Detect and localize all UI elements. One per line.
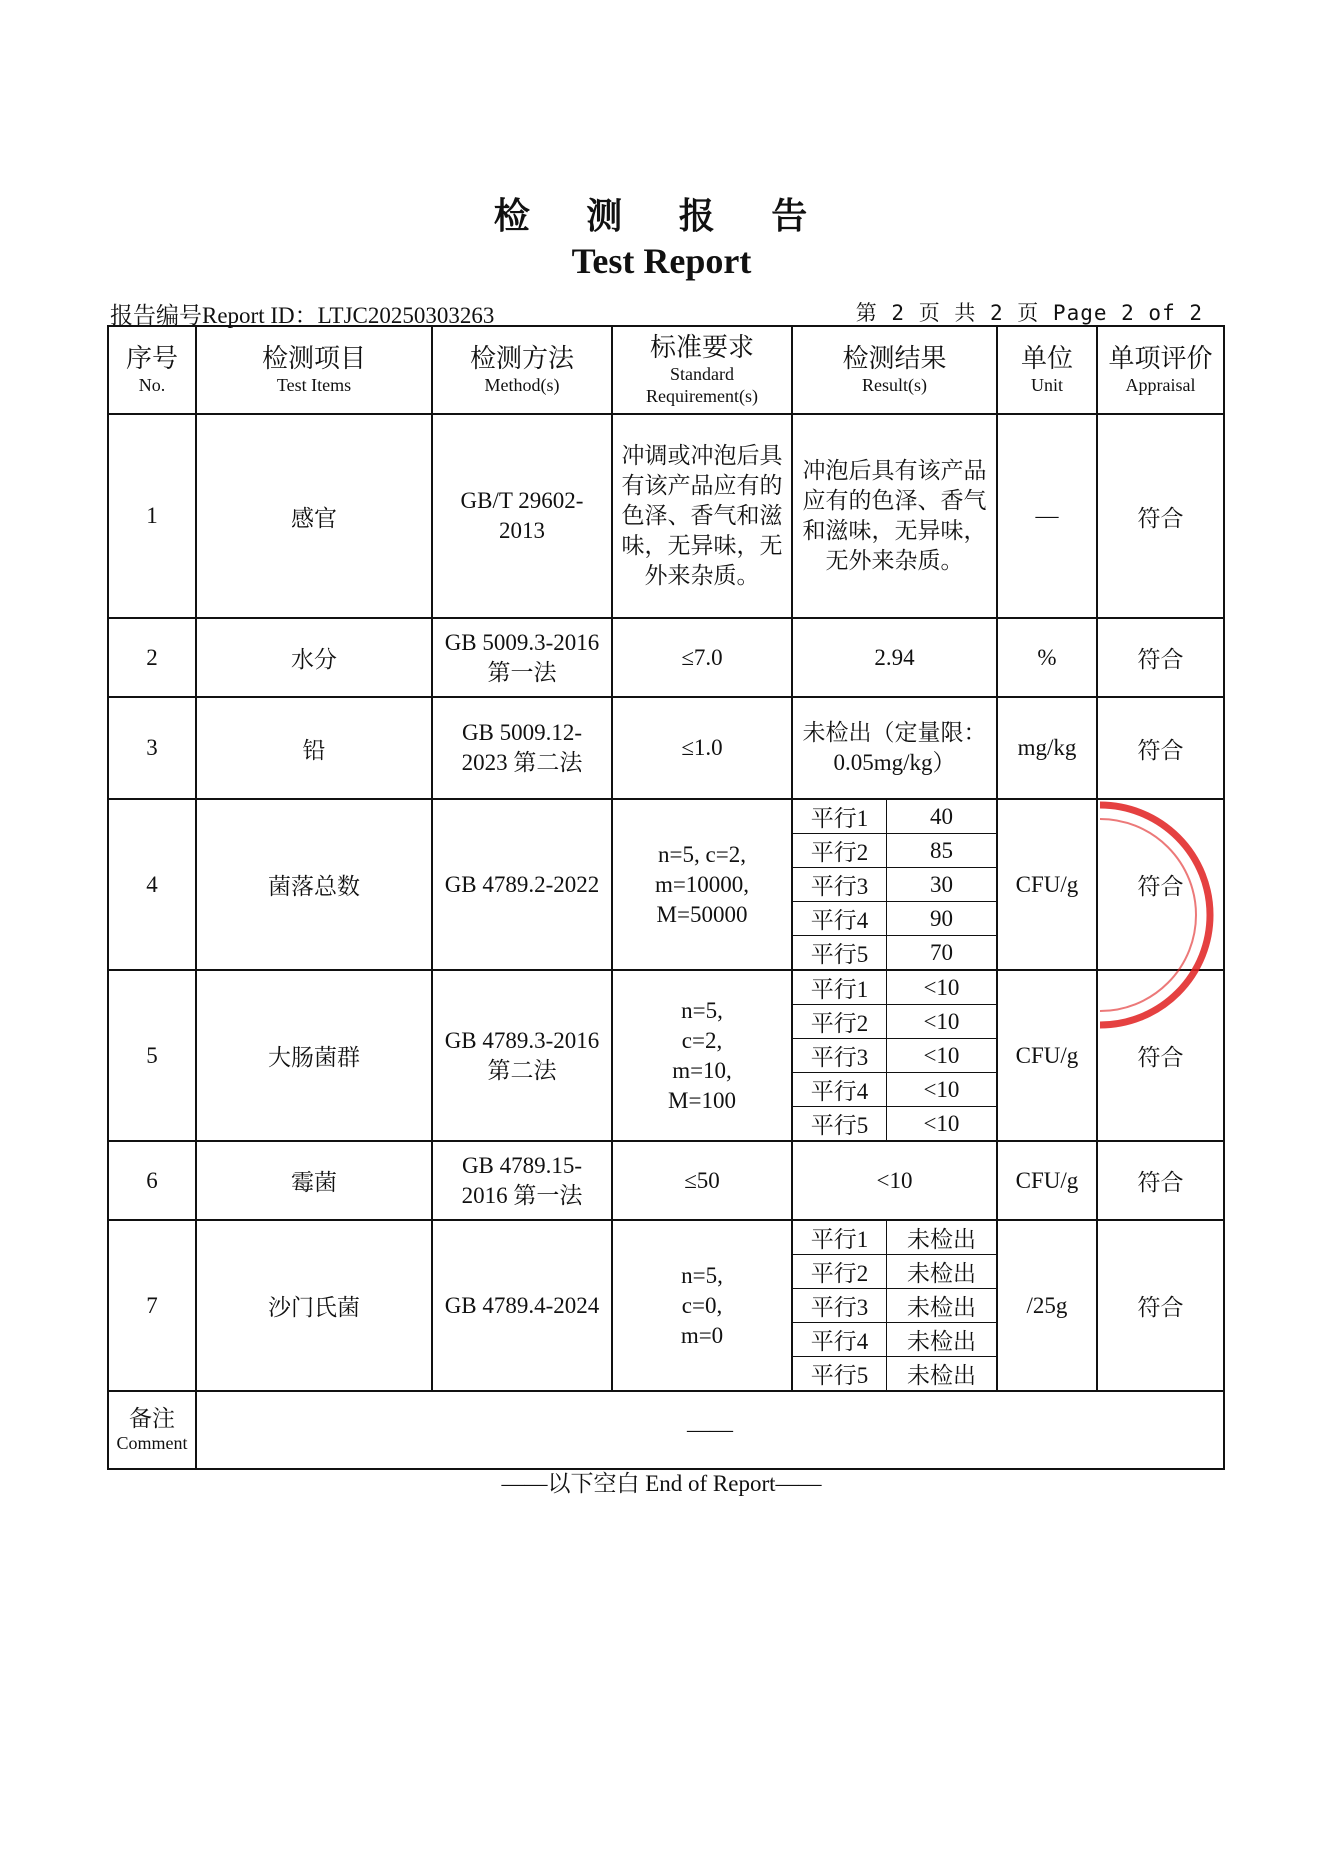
table-row: 2 水分 GB 5009.3-2016 第一法 ≤7.0 2.94 % 符合 bbox=[108, 618, 1224, 697]
col-appraisal: 单项评价 Appraisal bbox=[1097, 326, 1224, 414]
col-results: 检测结果 Result(s) bbox=[792, 326, 997, 414]
comment-row bbox=[108, 1391, 1224, 1469]
col-test-items: 检测项目 Test Items bbox=[196, 326, 432, 414]
comment-value: —— bbox=[196, 1391, 1224, 1469]
end-of-report: ——以下空白 End of Report—— bbox=[501, 1471, 822, 1496]
header-row bbox=[108, 326, 1224, 414]
col-unit: 单位 Unit bbox=[997, 326, 1097, 414]
page-info: 第 2 页 共 2 页 Page 2 of 2 bbox=[855, 301, 1203, 325]
table-row: 6 霉菌 GB 4789.15-2016 第一法 ≤50 <10 CFU/g 符合 bbox=[108, 1141, 1224, 1220]
table-row: 7 沙门氏菌 GB 4789.4-2024 n=5, c=0, m=0 平行1 未检出 平行2 未检出 平行3 未检出 平行4 未检出 平行5 未检出 /25g 符合 bbox=[108, 1220, 1224, 1391]
table-row: 1 感官 GB/T 29602-2013 冲调或冲泡后具有该产品应有的色泽、香气和滋味，无异味，无外来杂质。 冲泡后具有该产品应有的色泽、香气和滋味，无异味，无外来杂质。 — 符合 bbox=[108, 414, 1224, 618]
report-title-cn: 检 测 报 告 bbox=[493, 196, 830, 237]
table-row: 5 大肠菌群 GB 4789.3-2016 第二法 n=5, c=2, m=10, M=100 平行1 <10 平行2 <10 平行3 <10 平行4 <10 平行5 <10 CFU/g 符合 bbox=[108, 970, 1224, 1141]
col-no: 序号 No. bbox=[108, 326, 196, 414]
col-standard: 标准要求 Standard Requirement(s) bbox=[612, 326, 792, 414]
company-seal-stamp bbox=[1100, 800, 1300, 1060]
parallel-results: 平行1 未检出 平行2 未检出 平行3 未检出 平行4 未检出 平行5 未检出 bbox=[792, 1220, 997, 1391]
parallel-results: 平行1 <10 平行2 <10 平行3 <10 平行4 <10 平行5 <10 bbox=[792, 970, 997, 1141]
table-row: 3 铅 GB 5009.12-2023 第二法 ≤1.0 未检出（定量限：0.05mg/kg） mg/kg 符合 bbox=[108, 697, 1224, 799]
report-title-en: Test Report bbox=[571, 241, 752, 281]
comment-label: 备注 Comment bbox=[108, 1391, 196, 1469]
table-row: 4 菌落总数 GB 4789.2-2022 n=5, c=2, m=10000, M=50000 平行1 40 平行2 85 平行3 30 平行4 90 平行5 70 CFU/g 符合 bbox=[108, 799, 1224, 970]
results-table bbox=[107, 325, 1225, 1470]
col-methods: 检测方法 Method(s) bbox=[432, 326, 612, 414]
parallel-results: 平行1 40 平行2 85 平行3 30 平行4 90 平行5 70 bbox=[792, 799, 997, 970]
report-id: 报告编号Report ID：LTJC20250303263 bbox=[110, 303, 495, 328]
